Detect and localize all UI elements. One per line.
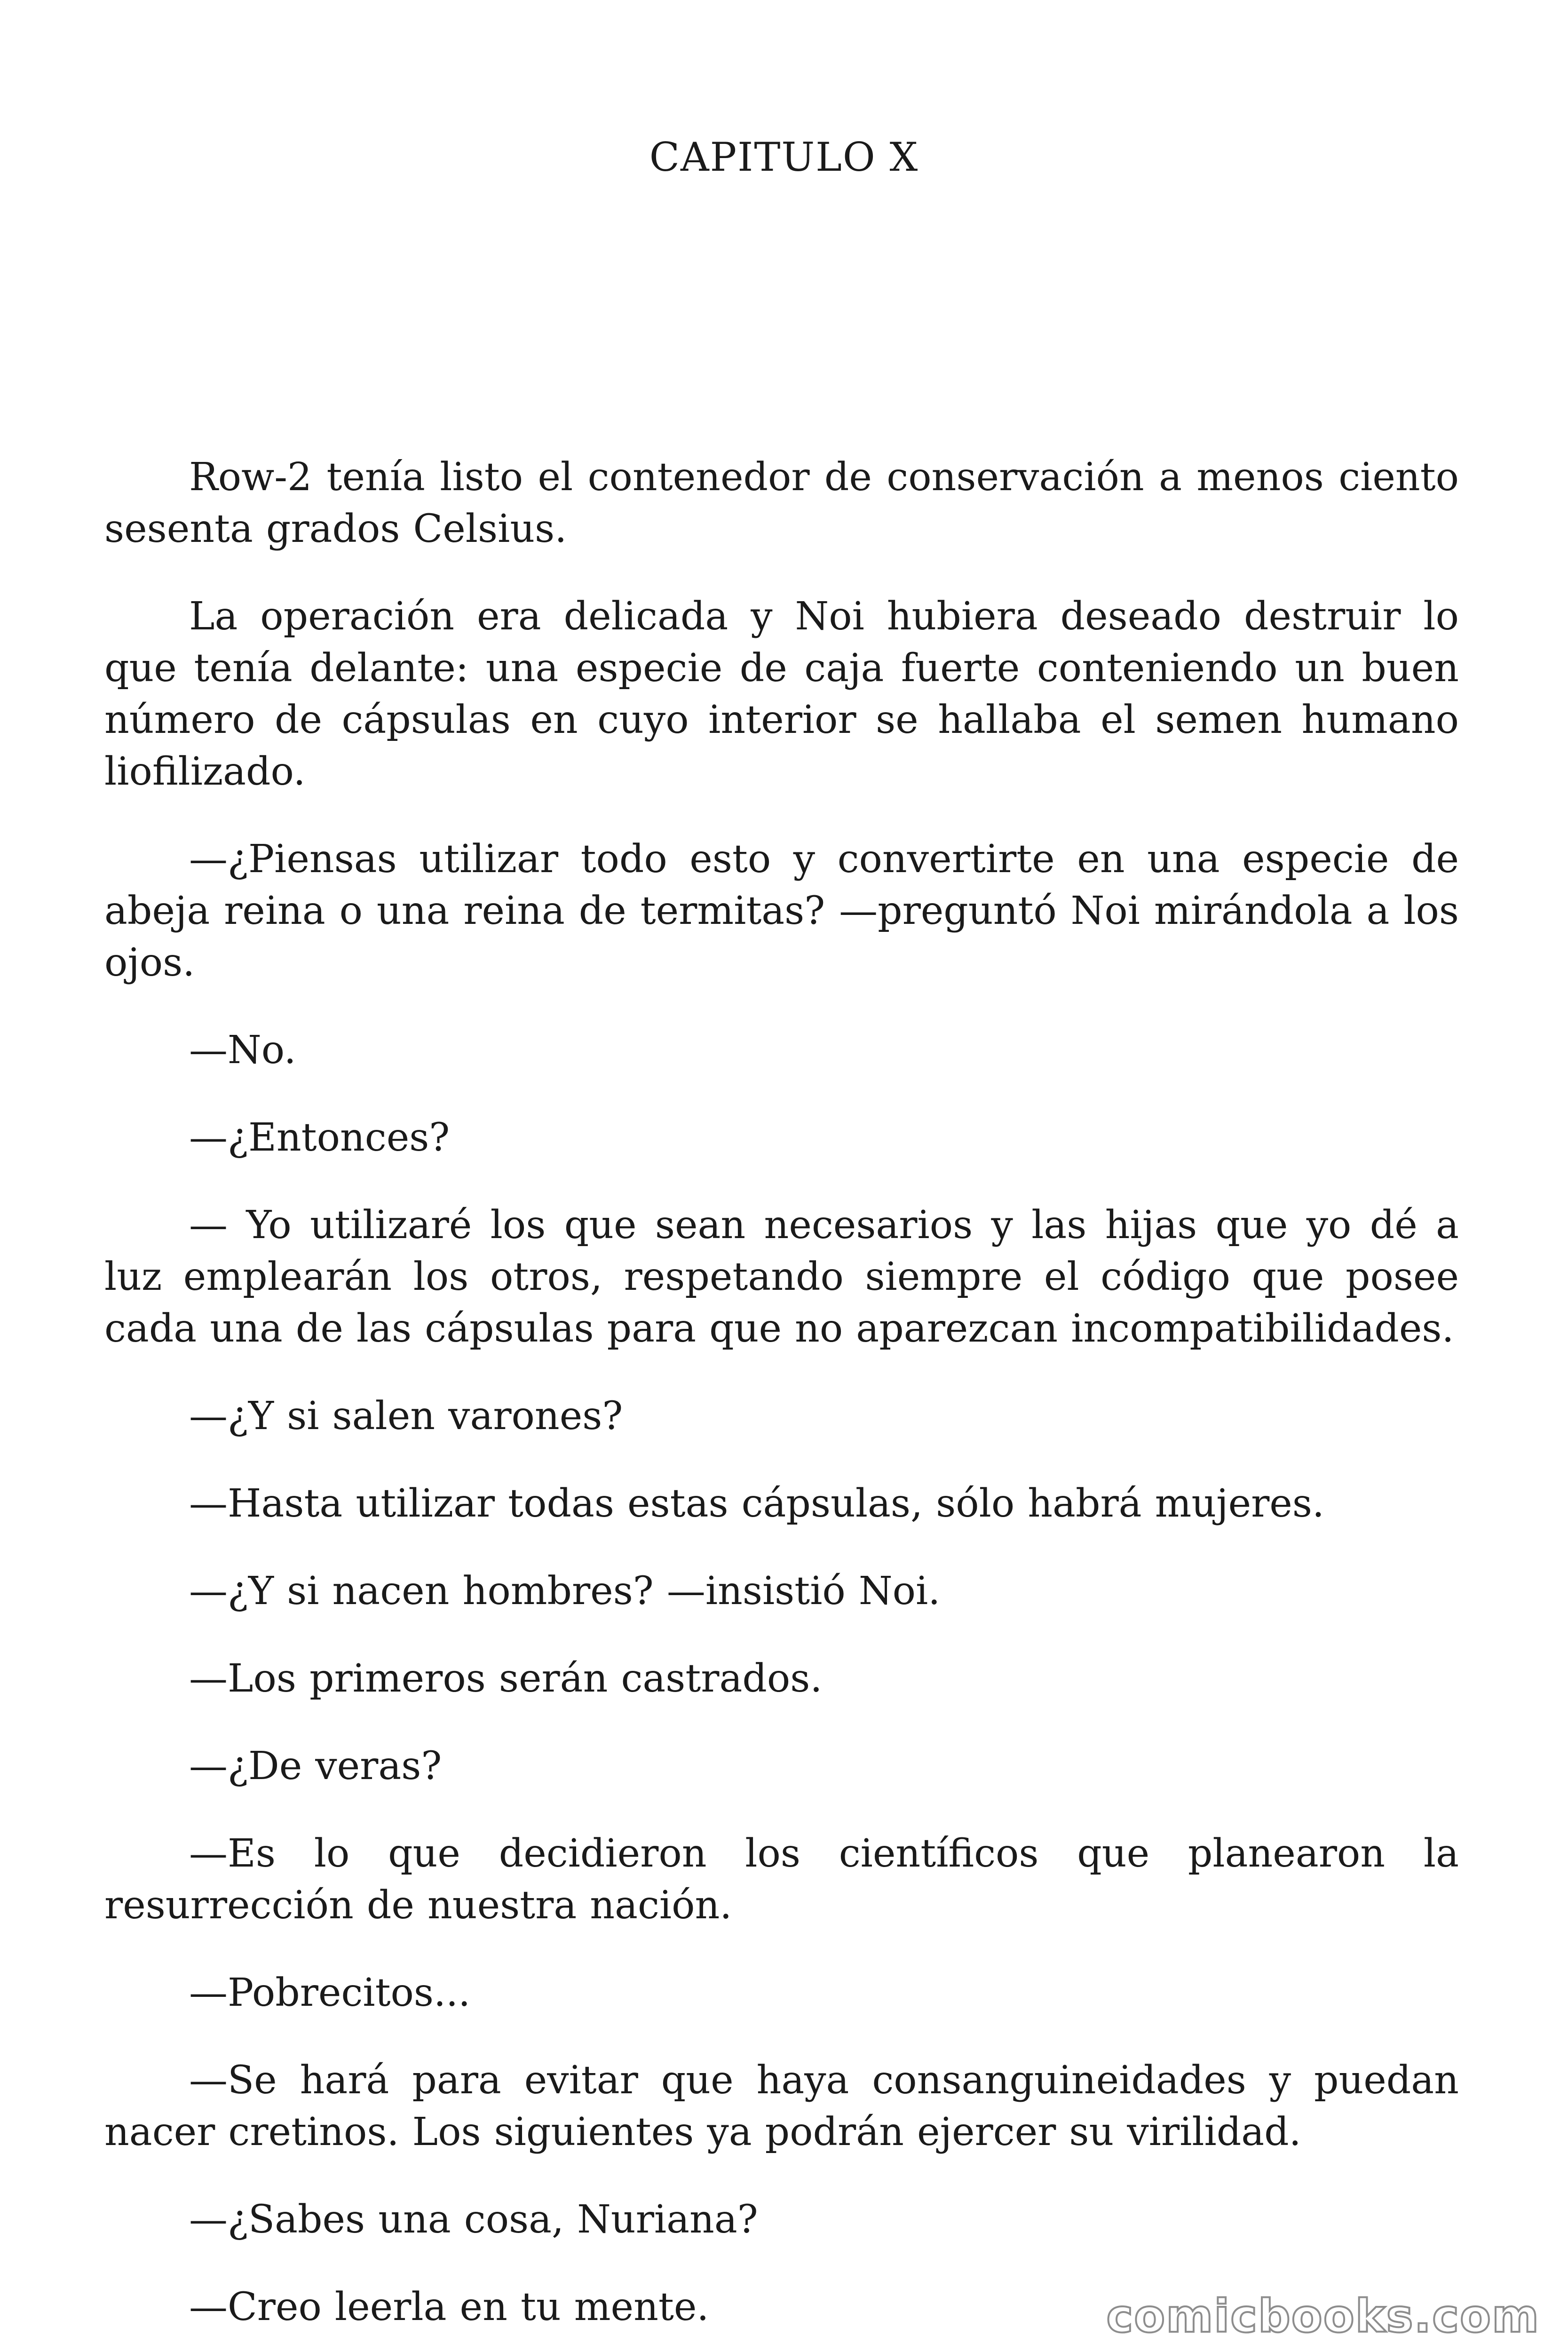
paragraph: —¿Entonces? xyxy=(189,1115,450,1160)
paragraph: —¿Y si salen varones? xyxy=(189,1394,623,1438)
watermark-logo: comicbooks.com xyxy=(1106,2290,1540,2343)
paragraph: —Creo leerla en tu mente. xyxy=(189,2285,709,2329)
paragraph: —¿Piensas utilizar todo esto y convertirte en una especie de abeja reina o una reina de termitas? —preguntó Noi mirándola a los ojos. xyxy=(104,837,1459,985)
paragraph: —¿Sabes una cosa, Nuriana? xyxy=(189,2197,758,2242)
paragraph: —¿Y si nacen hombres? —insistió Noi. xyxy=(189,1569,941,1613)
paragraph: —No. xyxy=(189,1028,296,1073)
paragraph: —Hasta utilizar todas estas cápsulas, sólo habrá mujeres. xyxy=(189,1481,1324,1526)
paragraph: — Yo utilizaré los que sean necesarios y las hijas que yo dé a luz emplearán los otros, respetando siempre el código que posee cada una de las cápsulas para que no aparezcan incompatibilidades. xyxy=(104,1203,1459,1351)
paragraph: —Los primeros serán castrados. xyxy=(189,1656,823,1701)
paragraph: La operación era delicada y Noi hubiera deseado destruir lo que tenía delante: una especie de caja fuerte conteniendo un buen número de cápsulas en cuyo interior se hallaba el semen humano liofilizado. xyxy=(104,594,1459,794)
paragraph: —Es lo que decidieron los científicos que planearon la resurrección de nuestra nación. xyxy=(104,1831,1459,1928)
chapter-body xyxy=(104,452,1459,2352)
paragraph: —Pobrecitos... xyxy=(189,1971,471,2015)
paragraph: —¿De veras? xyxy=(189,1744,442,1788)
paragraph: Row-2 tenía listo el contenedor de conservación a menos ciento sesenta grados Celsius. xyxy=(104,455,1459,551)
chapter-title: CAPITULO X xyxy=(649,134,919,180)
paragraph: —Se hará para evitar que haya consanguineidades y puedan nacer cretinos. Los siguientes ya podrán ejercer su virilidad. xyxy=(104,2058,1459,2154)
